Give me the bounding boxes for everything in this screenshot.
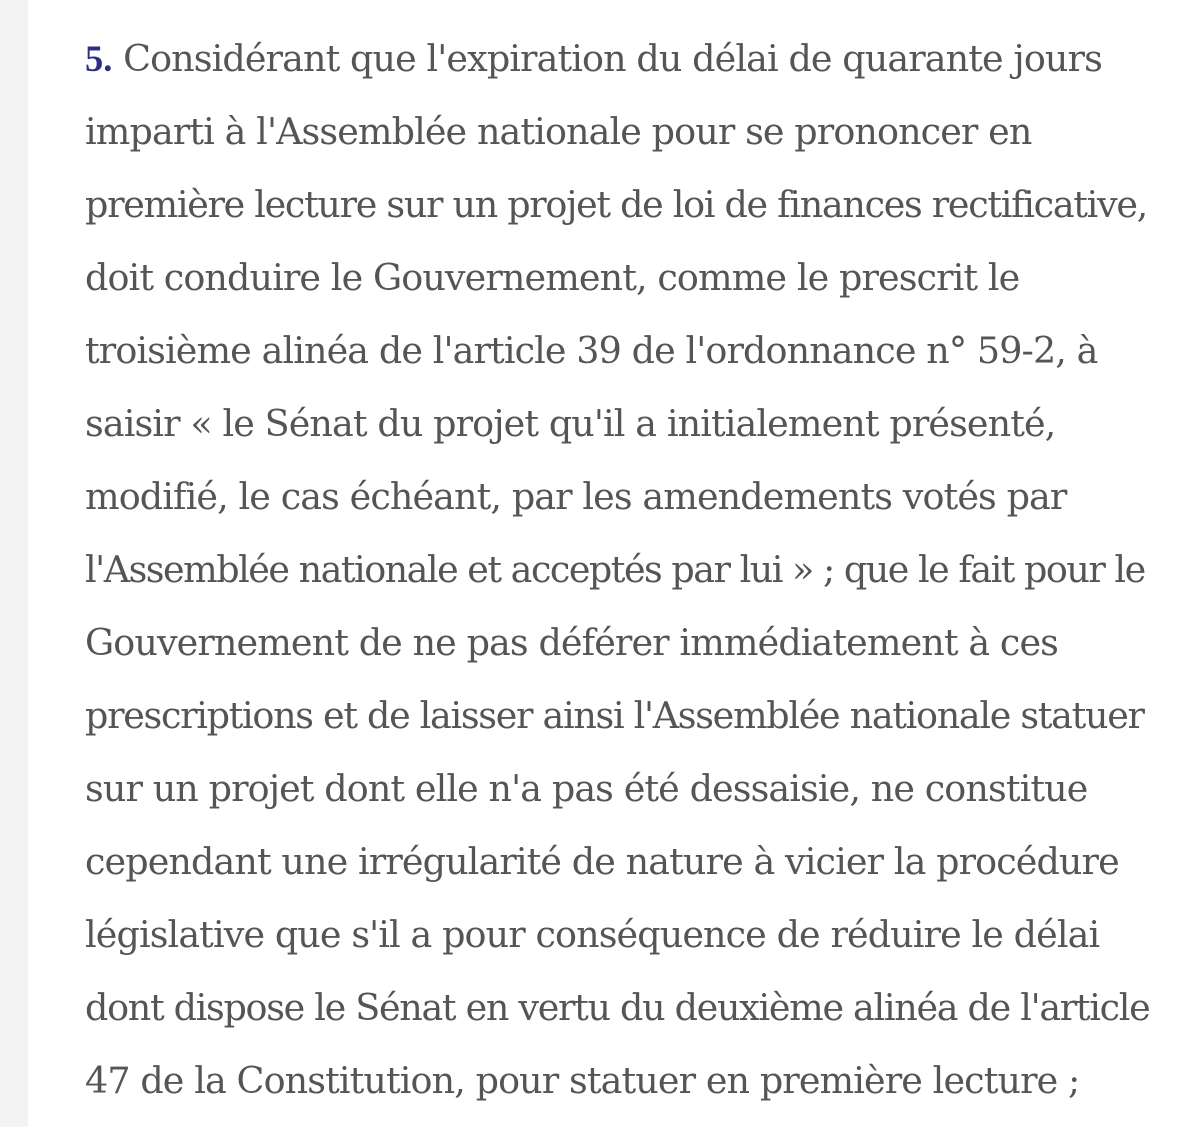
paragraph-line: prescriptions et de laisser ainsi l'Assemblée nationale statuer xyxy=(85,694,1144,737)
paragraph-line: Gouvernement de ne pas déférer immédiatement à ces xyxy=(85,621,1059,664)
paragraph-line: 47 de la Constitution, pour statuer en première lecture ; xyxy=(85,1059,1080,1102)
article-number: 5. xyxy=(85,38,113,79)
paragraph-line: modifié, le cas échéant, par les amendements votés par xyxy=(85,475,1067,518)
paragraph-line: saisir « le Sénat du projet qu'il a initialement présenté, xyxy=(85,402,1056,445)
document-page xyxy=(28,0,1200,1127)
paragraph-line: dont dispose le Sénat en vertu du deuxième alinéa de l'article xyxy=(85,986,1150,1029)
paragraph-line: sur un projet dont elle n'a pas été dessaisie, ne constitue xyxy=(85,767,1088,810)
paragraph-line: 5. Considérant que l'expiration du délai de quarante jours xyxy=(85,37,1102,80)
paragraph-line: l'Assemblée nationale et acceptés par lui » ; que le fait pour le xyxy=(85,548,1145,591)
paragraph-line: doit conduire le Gouvernement, comme le prescrit le xyxy=(85,256,1020,299)
paragraph-line: législative que s'il a pour conséquence de réduire le délai xyxy=(85,913,1100,956)
article-paragraph xyxy=(85,22,1155,1117)
paragraph-line: cependant une irrégularité de nature à vicier la procédure xyxy=(85,840,1119,883)
paragraph-line: première lecture sur un projet de loi de finances rectificative, xyxy=(85,183,1147,226)
paragraph-line: imparti à l'Assemblée nationale pour se prononcer en xyxy=(85,110,1032,153)
paragraph-line: troisième alinéa de l'article 39 de l'ordonnance n° 59-2, à xyxy=(85,329,1098,372)
